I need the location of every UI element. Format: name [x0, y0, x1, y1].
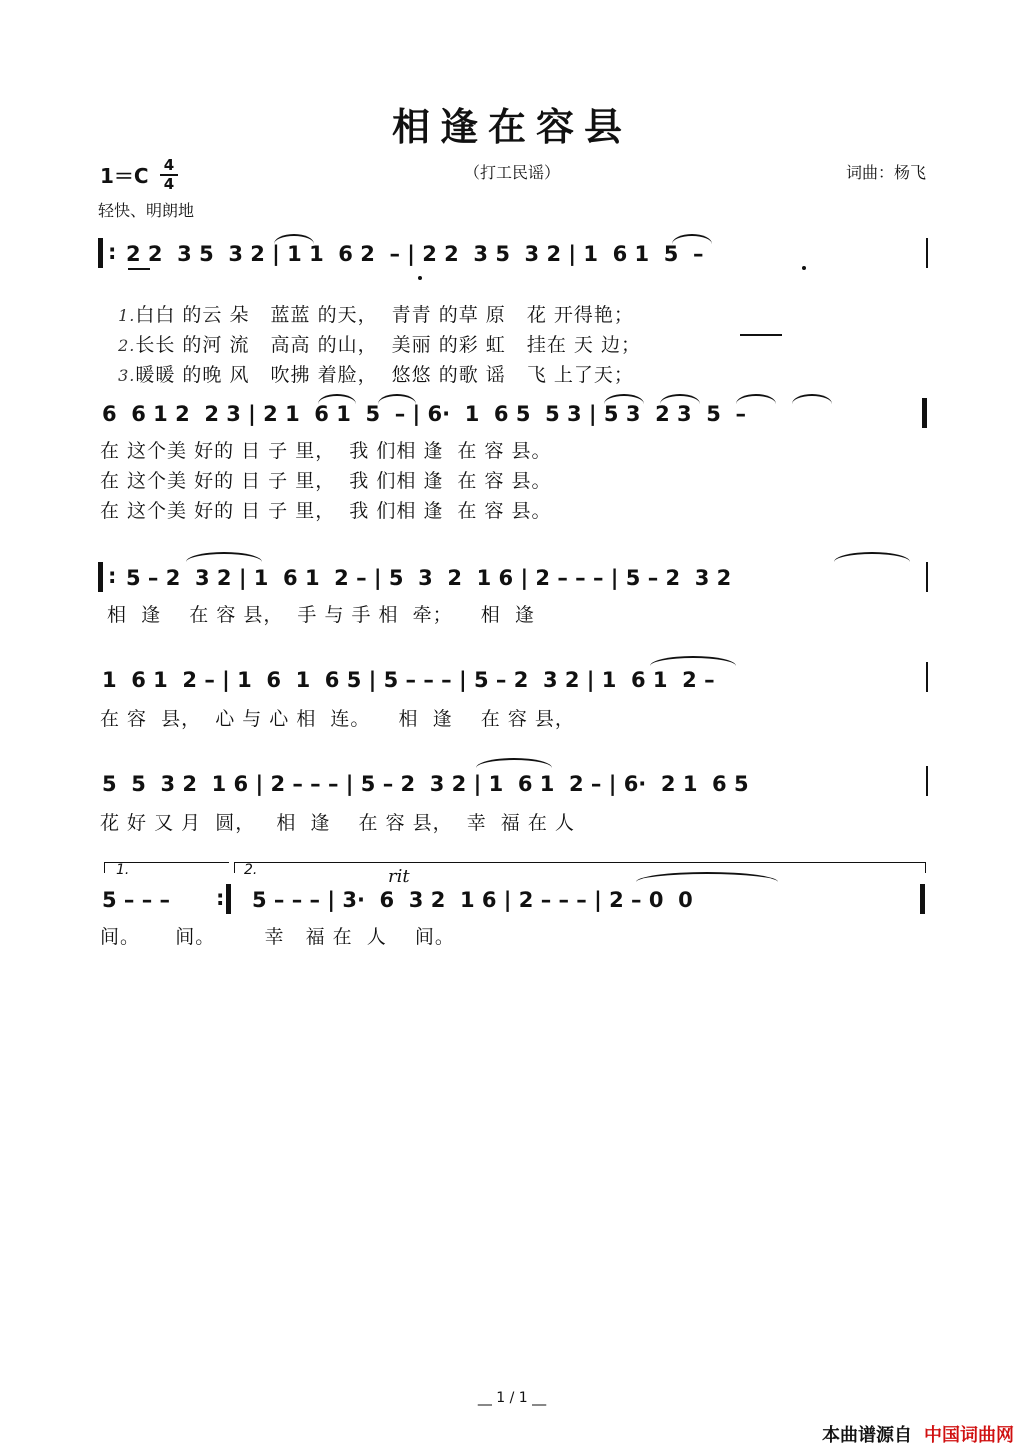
system2-notes: 6 6 1 2 2 3 | 2 1 6 1 5 – | 6· 1 6 5 5 3 | 5 3 2 3 5 – [102, 402, 746, 426]
slur [650, 656, 736, 666]
barline [926, 562, 928, 592]
time-bottom: 4 [163, 175, 175, 193]
tempo-marking: 轻快、明朗地 [98, 201, 195, 220]
system1-notes: 2 2 3 5 3 2 | 1 1 6 2 – | 2 2 3 5 3 2 | 1 6 1 5 – [126, 242, 704, 266]
system6-lyric: 间。 间。 幸 福 在 人 间。 [100, 926, 455, 948]
source-footer [822, 1421, 1014, 1447]
time-top: 4 [163, 156, 175, 174]
lower-octave-dot [802, 266, 806, 270]
slur [476, 758, 552, 768]
verse-text: 暖暖 的晚 风 吹拂 着脸， 悠悠 的歌 谣 飞 上了天； [135, 364, 634, 386]
slur [672, 234, 712, 244]
system4-notes: 1 6 1 2 – | 1 6 1 6 5 | 5 – – – | 5 – 2 3 2 | 1 6 1 2 – [102, 668, 715, 692]
lyric-underline [740, 334, 782, 336]
system2-lyric-2: 在 这个美 好的 日 子 里， 我 们相 逢 在 容 县。 [100, 470, 552, 492]
volta-1-label: 1. [116, 862, 130, 878]
system6-notes-ending2: 5 – – – | 3· 6 3 2 1 6 | 2 – – – | 2 – 0 0 [252, 888, 693, 912]
verse-number: 3. [118, 366, 136, 385]
system3-lyric: 相 逢 在 容 县， 手 与 手 相 牵； 相 逢 [100, 604, 535, 626]
source-label: 本曲谱源自 [822, 1425, 912, 1446]
system2-lyric-1: 在 这个美 好的 日 子 里， 我 们相 逢 在 容 县。 [100, 440, 552, 462]
barline [926, 766, 928, 796]
slur [792, 394, 832, 404]
system6-notes-ending1: 5 – – – [102, 888, 171, 912]
repeat-colon: : [108, 564, 117, 588]
verse-number: 2. [118, 336, 136, 355]
repeat-end-bar [922, 398, 927, 428]
ritardando-marking: rit [388, 866, 410, 887]
subtitle: （打工民谣） [463, 163, 560, 182]
page-number: __ 1 / 1 __ [477, 1390, 547, 1406]
verse-number: 1. [118, 306, 136, 325]
system5-lyric: 花 好 又 月 圆， 相 逢 在 容 县， 幸 福 在 人 [100, 812, 575, 834]
system3-notes: 5 – 2 3 2 | 1 6 1 2 – | 5 3 2 1 6 | 2 – – – | 5 – 2 3 2 [126, 566, 732, 590]
repeat-colon: : [108, 240, 117, 264]
repeat-end-bar [226, 884, 231, 914]
repeat-colon: : [216, 886, 225, 910]
slur [186, 552, 262, 562]
slur [274, 234, 314, 244]
volta-2-bracket [234, 862, 926, 873]
system1-verse-3 [104, 338, 634, 387]
tie [636, 872, 778, 882]
system4-lyric: 在 容 县， 心 与 心 相 连。 相 逢 在 容 县， [100, 708, 575, 730]
key-signature: 1＝C [100, 164, 149, 188]
slur [604, 394, 644, 404]
repeat-start-bar [98, 238, 103, 268]
verse-text: 长长 的河 流 高高 的山， 美丽 的彩 虹 挂在 天 边； [135, 334, 641, 356]
underline [128, 268, 150, 270]
slur [318, 394, 356, 404]
volta-2-label: 2. [244, 862, 258, 878]
barline [926, 238, 928, 268]
time-signature [160, 158, 178, 192]
verse-text: 白白 的云 朵 蓝蓝 的天， 青青 的草 原 花 开得艳； [135, 304, 634, 326]
song-title: 相逢在容县 [391, 104, 632, 149]
system5-notes: 5 5 3 2 1 6 | 2 – – – | 5 – 2 3 2 | 1 6 1 2 – | 6· 2 1 6 5 [102, 772, 749, 796]
slur [378, 394, 416, 404]
final-bar [920, 884, 925, 914]
source-site-link[interactable]: 中国词曲网 [924, 1425, 1014, 1446]
slur [834, 552, 910, 562]
composer-credit: 词曲：杨飞 [845, 163, 926, 182]
repeat-start-bar [98, 562, 103, 592]
system2-lyric-3: 在 这个美 好的 日 子 里， 我 们相 逢 在 容 县。 [100, 500, 552, 522]
barline [926, 662, 928, 692]
slur [736, 394, 776, 404]
slur [660, 394, 700, 404]
